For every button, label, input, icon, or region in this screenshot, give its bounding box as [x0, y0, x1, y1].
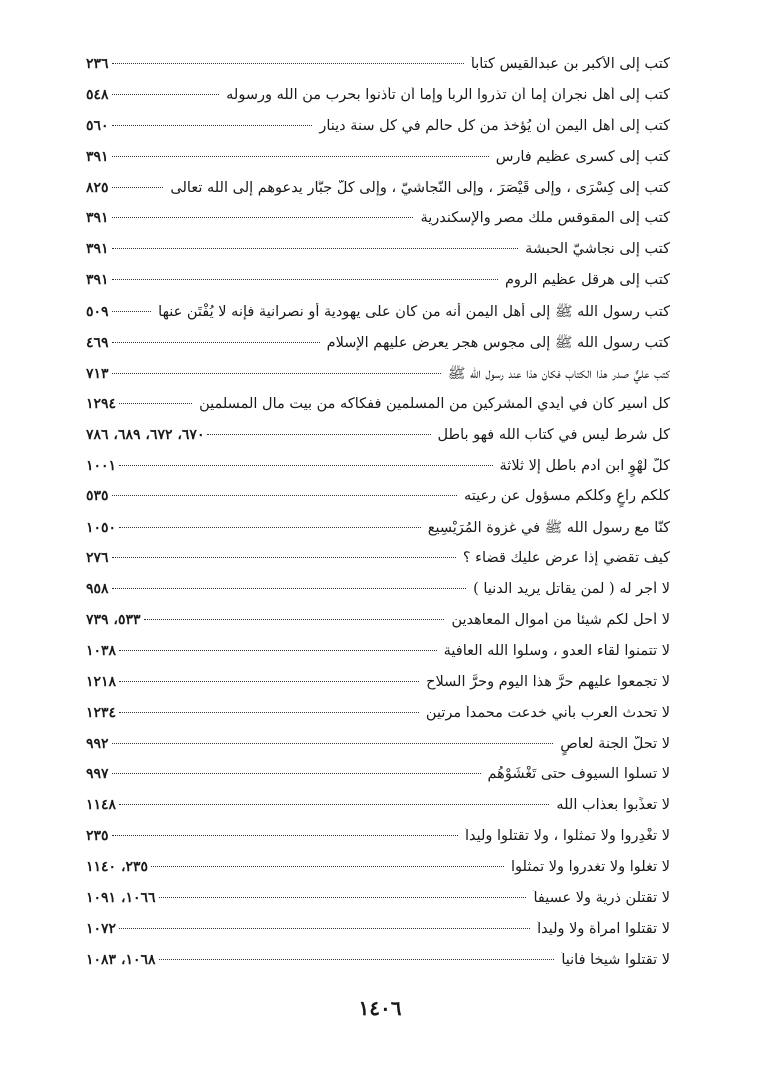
index-entry: [86, 458, 670, 489]
dot-leader: [144, 619, 445, 620]
dot-leader: [112, 557, 456, 558]
entry-page-refs: ١٠٦٨، ١٠٨٣: [86, 951, 156, 968]
entry-page-refs: ٩٩٢: [86, 735, 109, 752]
dot-leader: [112, 125, 313, 126]
entry-page-refs: ١٠٣٨: [86, 642, 117, 659]
index-entry: [86, 890, 670, 921]
dot-leader: [119, 465, 492, 466]
dot-leader: [119, 527, 421, 528]
entry-text: كتب إلى أهل نجران إما أن تذروا الربا وإما أن تأذنوا بحرب من الله ورسوله: [226, 86, 670, 103]
entry-page-refs: ٥٤٨: [86, 86, 109, 103]
dot-leader: [112, 187, 164, 188]
entry-page-refs: ١٢٩٤: [86, 395, 117, 412]
entry-page-refs: ٣٩١: [86, 148, 109, 165]
entry-text: كتب إلى نجاشيّ الحبشة: [525, 241, 670, 258]
dot-leader: [112, 342, 320, 343]
entry-page-refs: ٩٥٨: [86, 581, 109, 598]
entry-page-refs: ٥٣٥: [86, 488, 109, 505]
dot-leader: [151, 866, 504, 867]
index-entry: [86, 488, 670, 519]
dot-leader: [119, 403, 192, 404]
entry-text: كيف تقضي إذا عرض عليك قضاء ؟: [462, 550, 670, 567]
entry-page-refs: ٤٦٩: [86, 335, 109, 352]
index-entry: [86, 334, 670, 365]
index-entry: [86, 550, 670, 581]
entry-page-refs: ١٠٧٢: [86, 920, 117, 937]
entry-page-refs: ١٢١٨: [86, 673, 117, 690]
entry-page-refs: ٢٧٦: [86, 550, 109, 567]
index-entry: [86, 210, 670, 241]
dot-leader: [112, 279, 498, 280]
dot-leader: [119, 928, 530, 929]
dot-leader: [159, 897, 527, 898]
entry-page-refs: ١٢٣٤: [86, 704, 117, 721]
dot-leader: [119, 804, 549, 805]
entry-page-refs: ٣٩١: [86, 210, 109, 227]
index-entry: [86, 149, 670, 180]
entry-text: كتب إلى كِسْرَى ، وإلى قَيْصَرَ ، وإلى النَّجاشيّ ، وإلى كلّ جبَّار يدعوهم إلى الله تعالى: [170, 179, 670, 196]
entry-text: لا تجمعوا عليهم حرَّ هذا اليوم وحرَّ السلاح: [426, 673, 670, 690]
dot-leader: [112, 495, 457, 496]
index-entry: [86, 859, 670, 890]
entry-page-refs: ٥٦٠: [86, 117, 109, 134]
entry-page-refs: ٦٧٠، ٦٧٢، ٦٨٩، ٧٨٦: [86, 426, 205, 443]
entry-page-refs: ٢٣٥: [86, 828, 109, 845]
entry-text: لا تغْدِروا ولا تمثلوا ، ولا تقتلوا وليداً: [464, 828, 670, 845]
dot-leader: [119, 681, 419, 682]
index-entry: [86, 705, 670, 736]
entry-page-refs: ١٠٦٦، ١٠٩١: [86, 890, 156, 907]
entry-page-refs: ٥٣٣، ٧٣٩: [86, 612, 141, 629]
index-entry: [86, 581, 670, 612]
index-entry: [86, 87, 670, 118]
dot-leader: [112, 311, 152, 312]
index-entry: [86, 643, 670, 674]
entry-text: كلُّكم راعٍ وكلكم مسؤول عن رعيته: [463, 488, 670, 505]
entry-text: لا تحلّ الجنة لعاصٍ: [560, 735, 670, 752]
page-number: ١٤٠٦: [358, 996, 402, 1020]
dot-leader: [119, 650, 437, 651]
index-entry: [86, 56, 670, 87]
dot-leader: [112, 773, 481, 774]
entry-text: لا تتمنوا لقاء العدو ، وسلوا الله العافية: [443, 642, 670, 659]
index-entry: [86, 828, 670, 859]
entry-text: لا تقتلوا امرأة ولا وليداً: [537, 920, 670, 937]
dot-leader: [112, 835, 458, 836]
entry-text: كتب إلى الأكبر بن عبدالقيس كتاباً: [470, 56, 670, 72]
entry-text: كتب عليٌّ صدر هذا الكتاب فكان هذا عند رسول الله ﷺ: [447, 365, 670, 382]
entry-page-refs: ١١٤٨: [86, 797, 117, 814]
entry-text: لا أجر له ( لمن يقاتل يريد الدنيا ): [473, 581, 670, 598]
dot-leader: [112, 248, 519, 249]
entry-text: كتب إلى أهل اليمن أن يُؤخذ من كل حالم في كل سنة دينار: [319, 117, 670, 134]
index-entry: [86, 118, 670, 149]
entry-text: كل شرط ليس في كتاب الله فهو باطل: [437, 426, 670, 443]
entry-text: لا تقتلن ذرية ولا عسيفاً: [533, 890, 670, 907]
index-entry: [86, 952, 670, 983]
entry-page-refs: ٢٣٥، ١١٤٠: [86, 859, 149, 876]
entry-text: لا تعذِّبوا بعذاب الله: [556, 797, 670, 814]
entry-text: كل أسير كان في أيدي المشركين من المسلمين ففكاكه من بيت مال المسلمين: [199, 395, 670, 412]
index-entry: [86, 241, 670, 272]
index-entry: [86, 736, 670, 767]
dot-leader: [119, 712, 419, 713]
index-entry: [86, 427, 670, 458]
dot-leader: [112, 156, 489, 157]
entry-page-refs: ٧١٣: [86, 365, 109, 382]
index-entry: [86, 180, 670, 211]
dot-leader: [159, 959, 555, 960]
entry-text: كتب رسول الله ﷺ إلى أهل اليمن أنه من كان على يهودية أو نصرانية فإنه لا يُفْتَن عنها: [158, 304, 670, 321]
entry-text: لا أحل لكم شيئاً من أموال المعاهدين: [451, 612, 670, 629]
index-entry: [86, 365, 670, 396]
entry-text: لا تغلوا ولا تغدروا ولا تمثلوا: [511, 859, 670, 876]
entry-text: كتب إلى المقوقس ملك مصر والإسكندرية: [420, 210, 670, 227]
entry-text: لا تقتلوا شيخاً فانياً: [561, 951, 670, 968]
index-entry: [86, 612, 670, 643]
entry-page-refs: ٩٩٧: [86, 766, 109, 783]
entry-text: كتب رسول الله ﷺ إلى مجوس هجر يعرض عليهم الإسلام: [326, 335, 670, 352]
index-entry: [86, 674, 670, 705]
index-entry: [86, 921, 670, 952]
dot-leader: [207, 434, 430, 435]
entry-text: لا تحدث العرب بأني خدعت محمداً مرتين: [425, 704, 670, 721]
index-entry: [86, 303, 670, 334]
dot-leader: [112, 373, 441, 374]
hadith-index-list: [86, 56, 670, 983]
dot-leader: [112, 588, 467, 589]
dot-leader: [112, 217, 414, 218]
index-entry: [86, 797, 670, 828]
entry-page-refs: ٨٢٥: [86, 179, 109, 196]
entry-text: كتب إلى كسرى عظيم فارس: [495, 148, 670, 165]
entry-text: كنّا مع رسول الله ﷺ في غزوة المُرَيْسِيع: [427, 520, 670, 537]
dot-leader: [112, 743, 554, 744]
entry-page-refs: ٣٩١: [86, 241, 109, 258]
dot-leader: [112, 94, 220, 95]
entry-page-refs: ١٠٠١: [86, 457, 117, 474]
entry-text: كلُّ لَهْوٍ ابن آدم باطل إلا ثلاثة: [499, 457, 670, 474]
dot-leader: [112, 63, 464, 64]
entry-page-refs: ٣٩١: [86, 272, 109, 289]
entry-text: لا تسلُّوا السيوف حتى تَغْشَوْهُم: [487, 766, 670, 783]
index-entry: [86, 519, 670, 550]
entry-text: كتب إلى هرقل عظيم الروم: [504, 272, 670, 289]
index-entry: [86, 396, 670, 427]
entry-page-refs: ١٠٥٠: [86, 520, 117, 537]
index-entry: [86, 766, 670, 797]
entry-page-refs: ٢٣٦: [86, 56, 109, 72]
index-entry: [86, 272, 670, 303]
entry-page-refs: ٥٠٩: [86, 304, 109, 321]
